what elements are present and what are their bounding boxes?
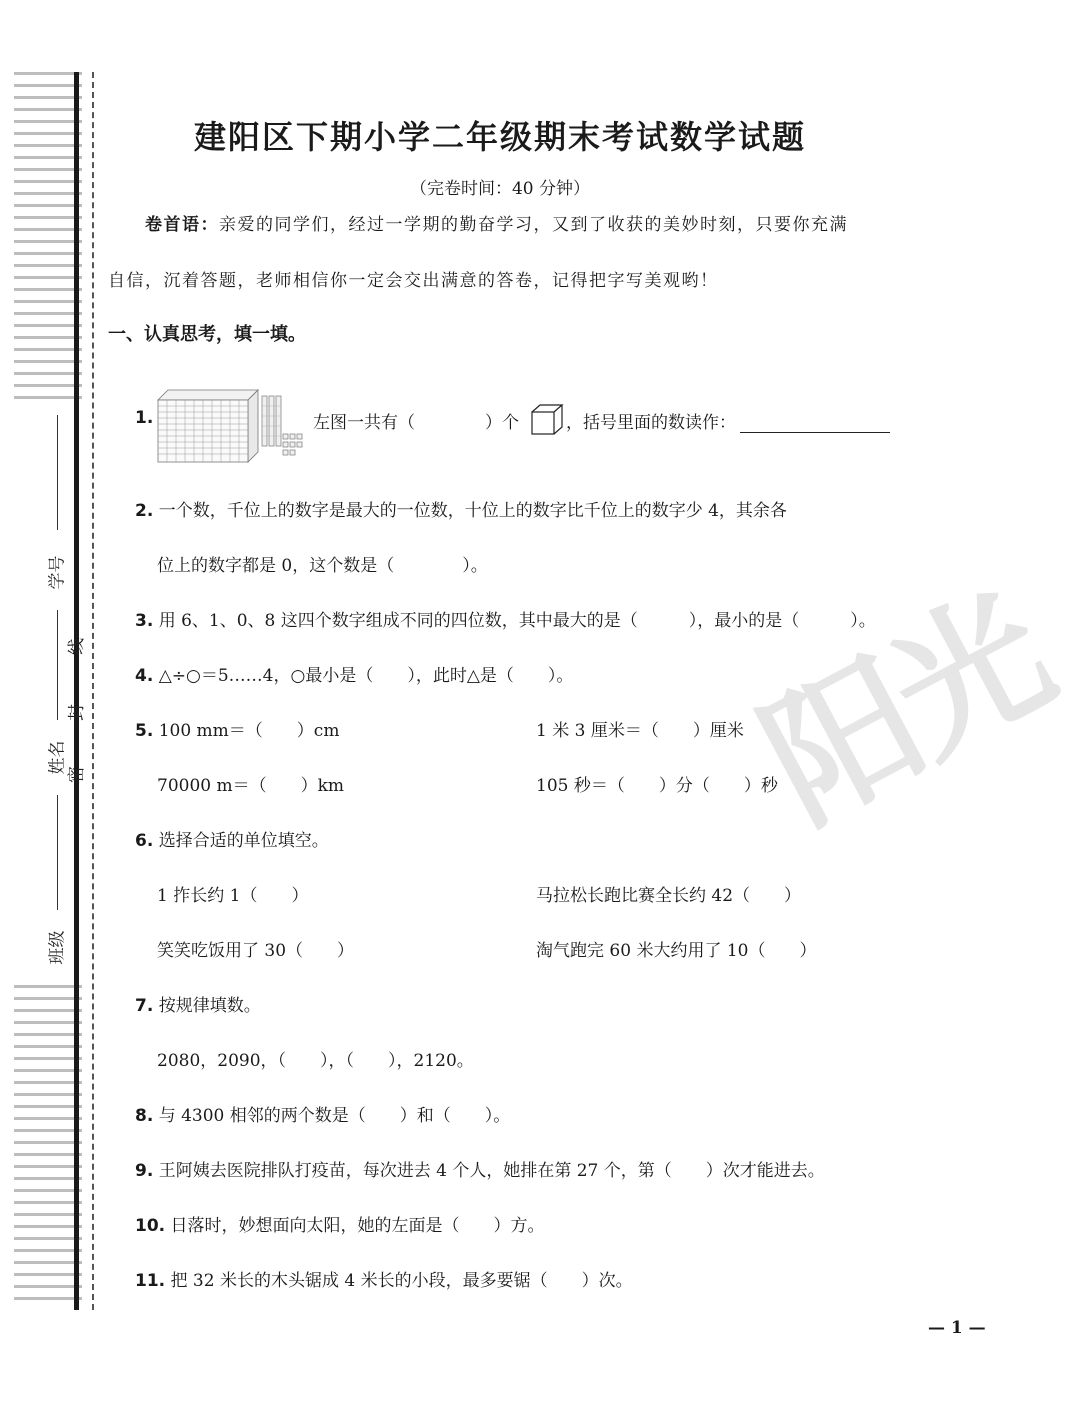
- question-2-line-1: [135, 496, 787, 521]
- exam-duration: （完卷时间：40 分钟）: [409, 179, 591, 199]
- q1-part-c: ，括号里面的数读作：: [566, 413, 736, 433]
- q3-text: 用 6、1、0、8 这四个数字组成不同的四位数，其中最大的是（ ），最小的是（ ）。: [158, 611, 876, 631]
- intro-line-2: 自信，沉着答题，老师相信你一定会交出满意的答卷，记得把字写美观哟！: [108, 271, 719, 291]
- q5-part-a: 100 mm＝（ ）cm: [158, 721, 340, 741]
- class-label: 班级: [47, 930, 68, 965]
- name-label: 姓名: [47, 740, 68, 775]
- question-1-text: [313, 408, 519, 433]
- name-line: [57, 610, 58, 720]
- question-number: 9.: [135, 1161, 154, 1181]
- question-number: 3.: [135, 611, 154, 631]
- q5-part-b: 1 米 3 厘米＝（ ）厘米: [536, 721, 744, 741]
- question-number: 5.: [135, 721, 154, 741]
- question-number: 11.: [135, 1271, 166, 1291]
- intro-line-1: [145, 210, 848, 235]
- cube-blocks-figure: [150, 382, 305, 464]
- intro-text-1: 亲爱的同学们，经过一学期的勤奋学习，又到了收获的美妙时刻，只要你充满: [219, 215, 848, 235]
- q7-sequence: 2080，2090，（ ），（ ），2120。: [157, 1051, 474, 1071]
- q1-part-b: ）个: [485, 413, 519, 433]
- q5-part-d: 105 秒＝（ ）分（ ）秒: [536, 776, 778, 796]
- binding-dashed-line: [92, 72, 94, 1310]
- binding-thick-line: [74, 72, 79, 1310]
- question-6: [135, 826, 329, 851]
- q6-part-a: 1 拃长约 1（ ）: [157, 886, 309, 906]
- question-2-line-2: 位上的数字都是 0，这个数是（ ）。: [157, 556, 488, 576]
- q6-part-d: 淘气跑完 60 米大约用了 10（ ）: [536, 941, 817, 961]
- q7-text: 按规律填数。: [158, 996, 261, 1016]
- student-id-line: [57, 415, 58, 530]
- question-8: [135, 1101, 510, 1126]
- q9-text: 王阿姨去医院排队打疫苗，每次进去 4 个人，她排在第 27 个，第（ ）次才能进去。: [158, 1161, 825, 1181]
- watermark: 阳光: [737, 565, 1074, 855]
- question-5: [135, 716, 339, 741]
- question-number: 6.: [135, 831, 154, 851]
- question-number: 4.: [135, 666, 154, 686]
- cube-icon: [530, 403, 564, 437]
- margin-stripes-bottom: [14, 985, 82, 1310]
- seal-xian: 线: [67, 638, 87, 655]
- q8-text: 与 4300 相邻的两个数是（ ）和（ ）。: [158, 1106, 511, 1126]
- q4-text: △÷○＝5……4，○最小是（ ），此时△是（ ）。: [158, 666, 574, 686]
- question-10: [135, 1211, 545, 1236]
- question-3: [135, 606, 876, 631]
- question-number: 8.: [135, 1106, 154, 1126]
- intro-label: 卷首语：: [145, 215, 219, 235]
- q11-text: 把 32 米长的木头锯成 4 米长的小段，最多要锯（ ）次。: [170, 1271, 633, 1291]
- question-number: 1.: [135, 408, 154, 428]
- section-heading: 一、认真思考，填一填。: [108, 324, 306, 345]
- page-title: 建阳区下期小学二年级期末考试数学试题: [193, 118, 806, 156]
- student-id-label: 学号: [47, 555, 68, 590]
- question-11: [135, 1266, 633, 1291]
- q6-text: 选择合适的单位填空。: [158, 831, 329, 851]
- question-9: [135, 1156, 825, 1181]
- answer-line[interactable]: [740, 414, 890, 433]
- page-number: — 1 —: [928, 1318, 986, 1338]
- q6-part-b: 马拉松长跑比赛全长约 42（ ）: [536, 886, 802, 906]
- seal-mi: 密: [67, 766, 87, 783]
- q2-text-1: 一个数，千位上的数字是最大的一位数，十位上的数字比千位上的数字少 4，其余各: [158, 501, 787, 521]
- seal-feng: 封: [67, 704, 87, 721]
- q10-text: 日落时，妙想面向太阳，她的左面是（ ）方。: [170, 1216, 545, 1236]
- q6-part-c: 笑笑吃饭用了 30（ ）: [157, 941, 355, 961]
- class-line: [57, 795, 58, 910]
- question-number: 2.: [135, 501, 154, 521]
- q5-part-c: 70000 m＝（ ）km: [157, 776, 345, 796]
- question-4: [135, 661, 573, 686]
- question-7: [135, 991, 261, 1016]
- question-number: 10.: [135, 1216, 166, 1236]
- question-1-text-2: [566, 408, 890, 433]
- question-number: 7.: [135, 996, 154, 1016]
- q1-part-a: 左图一共有（: [313, 413, 415, 433]
